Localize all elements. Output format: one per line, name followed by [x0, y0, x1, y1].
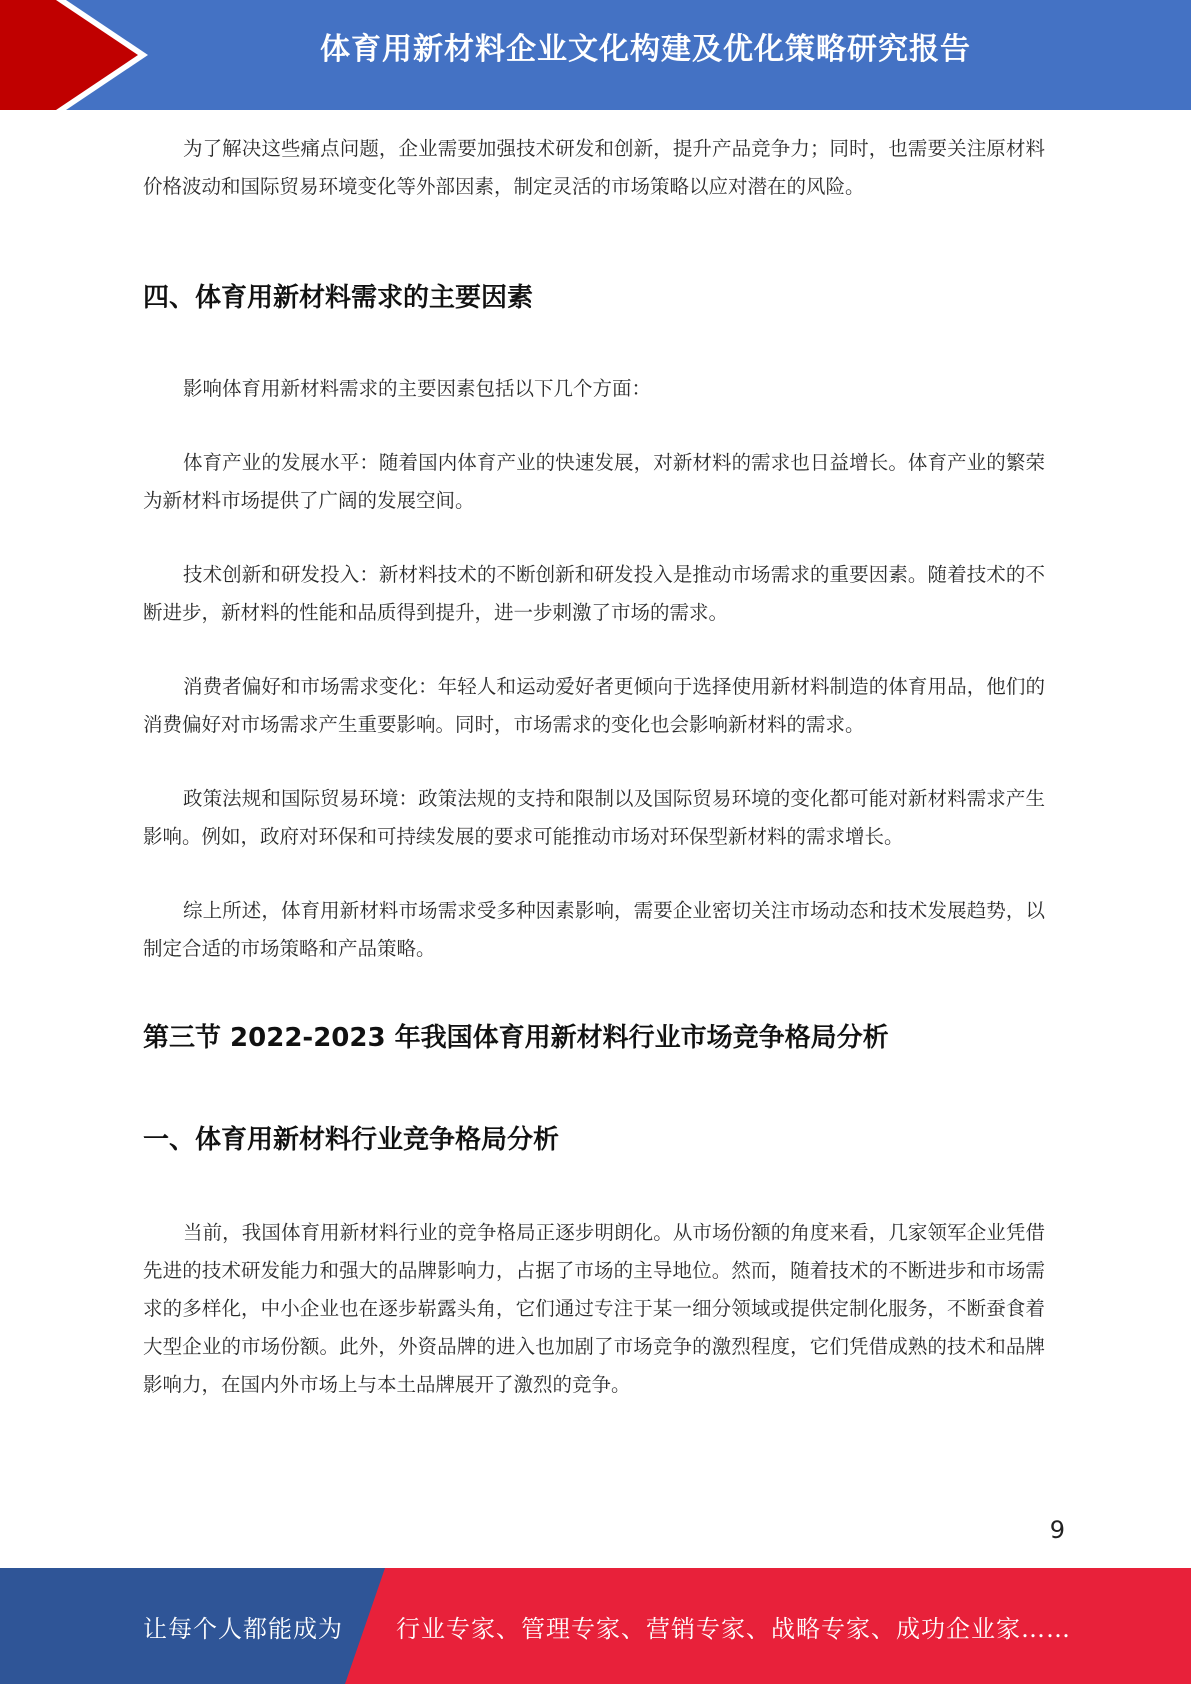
- page-content: [143, 130, 1045, 1404]
- paragraph: 影响体育用新材料需求的主要因素包括以下几个方面：: [183, 377, 652, 400]
- paragraph: 为了解决这些痛点问题，企业需要加强技术研发和创新，提升产品竞争力；同时，也需要关注原材料价格波动和国际贸易环境变化等外部因素，制定灵活的市场策略以应对潜在的风险。: [143, 137, 1045, 198]
- paragraph: 当前，我国体育用新材料行业的竞争格局正逐步明朗化。从市场份额的角度来看，几家领军企业凭借先进的技术研发能力和强大的品牌影响力，占据了市场的主导地位。然而，随着技术的不断进步和市场需求的多样化，中小企业也在逐步崭露头角，它们通过专注于某一细分领域或提供定制化服务，不断蚕食着大型企业的市场份额。此外，外资品牌的进入也加剧了市场竞争的激烈程度，它们凭借成熟的技术和品牌影响力，在国内外市场上与本土品牌展开了激烈的竞争。: [143, 1221, 1045, 1396]
- paragraph: 技术创新和研发投入：新材料技术的不断创新和研发投入是推动市场需求的重要因素。随着技术的不断进步，新材料的性能和品质得到提升，进一步刺激了市场的需求。: [143, 563, 1045, 624]
- footer-bar: [0, 1568, 1191, 1684]
- paragraph: 政策法规和国际贸易环境：政策法规的支持和限制以及国际贸易环境的变化都可能对新材料需求产生影响。例如，政府对环保和可持续发展的要求可能推动市场对环保型新材料的需求增长。: [143, 787, 1045, 848]
- header-bar: [0, 0, 1191, 110]
- page-number: 9: [1049, 1516, 1065, 1544]
- footer-slogan-left: 让每个人都能成为: [143, 1615, 343, 1643]
- paragraph: 体育产业的发展水平：随着国内体育产业的快速发展，对新材料的需求也日益增长。体育产业的繁荣为新材料市场提供了广阔的发展空间。: [143, 451, 1045, 512]
- report-title: 体育用新材料企业文化构建及优化策略研究报告: [320, 32, 971, 67]
- section-heading-chapter: 第三节 2022-2023 年我国体育用新材料行业市场竞争格局分析: [143, 1023, 889, 1053]
- footer-slogan-right: 行业专家、管理专家、营销专家、战略专家、成功企业家……: [396, 1615, 1071, 1643]
- paragraph: 消费者偏好和市场需求变化：年轻人和运动爱好者更倾向于选择使用新材料制造的体育用品，他们的消费偏好对市场需求产生重要影响。同时，市场需求的变化也会影响新材料的需求。: [143, 675, 1045, 736]
- header-arrow-icon: [0, 0, 160, 110]
- section-heading-one: 一、体育用新材料行业竞争格局分析: [143, 1125, 560, 1155]
- paragraph: 综上所述，体育用新材料市场需求受多种因素影响，需要企业密切关注市场动态和技术发展趋势，以制定合适的市场策略和产品策略。: [143, 899, 1045, 960]
- section-heading-four: 四、体育用新材料需求的主要因素: [143, 283, 534, 313]
